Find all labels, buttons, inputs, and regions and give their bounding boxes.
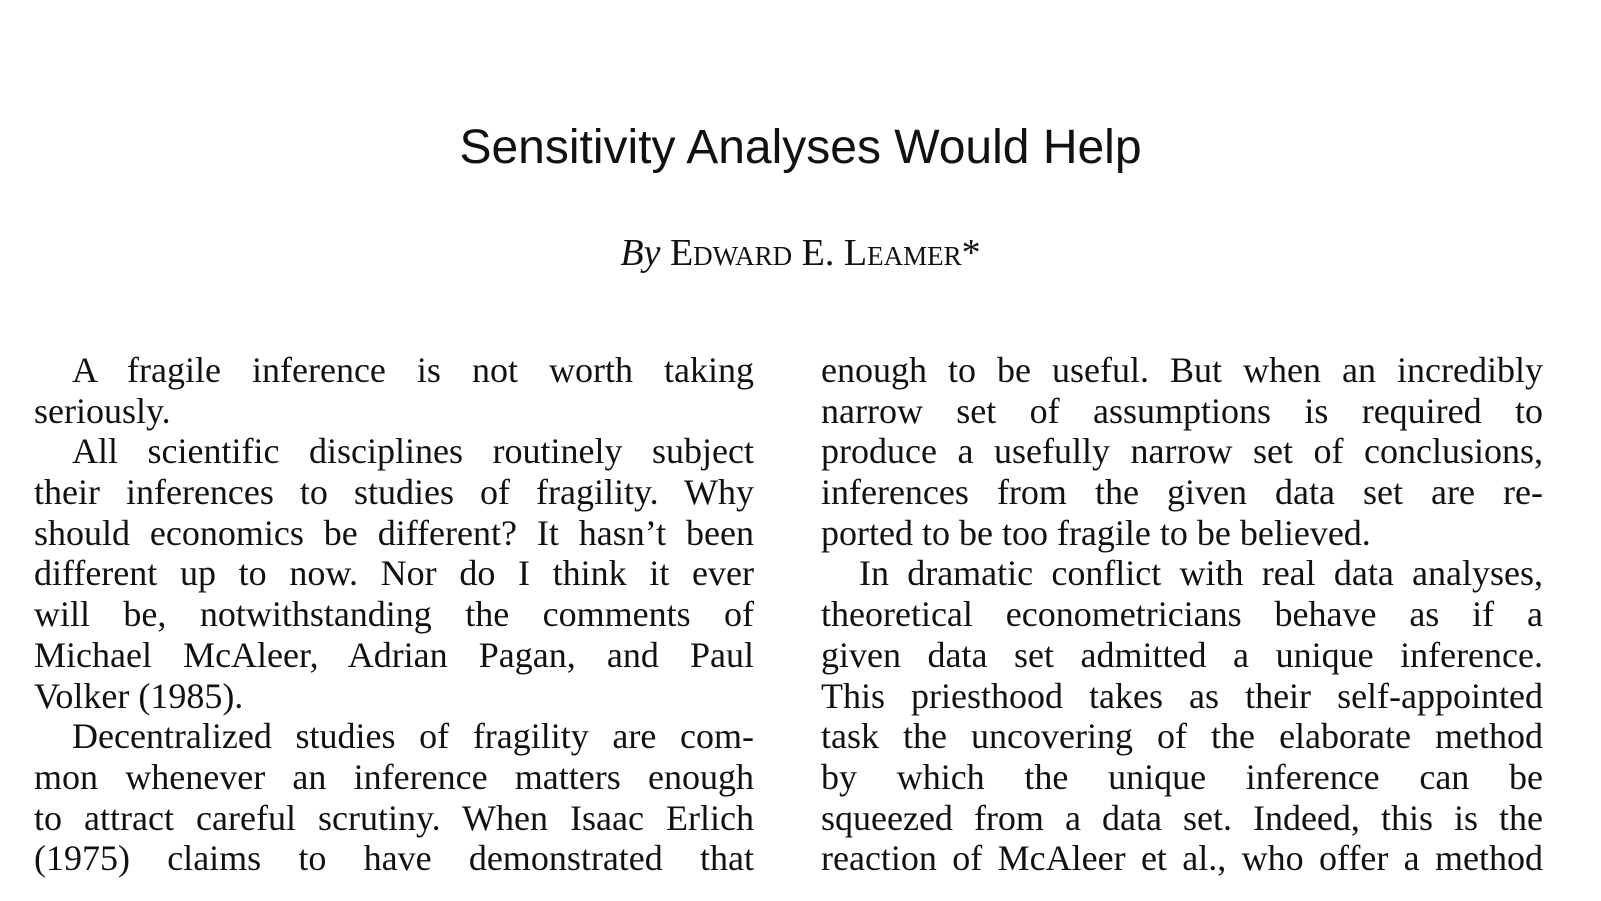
text-line: theoretical econometricians behave as if a (821, 594, 1543, 635)
text-line: will be, notwithstanding the comments of (34, 594, 754, 635)
text-line: task the uncovering of the elaborate method (821, 716, 1543, 757)
text-line: ported to be too fragile to be believed. (821, 512, 1371, 553)
author-name: Edward E. Leamer* (669, 232, 981, 274)
text-line: enough to be useful. But when an incredibly (821, 350, 1543, 390)
byline (0, 228, 1601, 278)
byline-prefix: By (620, 232, 661, 274)
text-line: given data set admitted a unique inference. (821, 634, 1543, 675)
text-line: their inferences to studies of fragility. Why (34, 472, 754, 513)
article-title: Sensitivity Analyses Would Help (459, 121, 1142, 174)
text-line: different up to now. Nor do I think it ever (34, 553, 754, 594)
text-line: This priesthood takes as their self-appointed (821, 675, 1543, 716)
text-line: In dramatic conflict with real data analyses, (859, 553, 1543, 594)
text-line: Michael McAleer, Adrian Pagan, and Paul (34, 634, 754, 675)
text-line: narrow set of assumptions is required to (821, 390, 1543, 431)
text-line: Volker (1985). (34, 675, 244, 716)
right-column (821, 350, 1543, 879)
text-line: reaction of McAleer et al., who offer a method (821, 838, 1543, 879)
text-line: Decentralized studies of fragility are com- (72, 716, 754, 757)
text-line: inferences from the given data set are re- (821, 472, 1543, 513)
text-line: seriously. (34, 390, 171, 431)
text-line: should economics be different? It hasn’t been (34, 512, 754, 553)
text-line: (1975) claims to have demonstrated that (34, 838, 754, 879)
text-line: squeezed from a data set. Indeed, this is the (821, 797, 1543, 838)
text-line: produce a usefully narrow set of conclusions, (821, 431, 1543, 472)
left-column (34, 350, 754, 879)
text-line: mon whenever an inference matters enough (34, 756, 754, 797)
text-line: to attract careful scrutiny. When Isaac Erlich (34, 797, 754, 838)
text-line: by which the unique inference can be (821, 756, 1543, 797)
text-line: A fragile inference is not worth taking (72, 350, 754, 390)
text-line: All scientific disciplines routinely subject (72, 431, 754, 472)
